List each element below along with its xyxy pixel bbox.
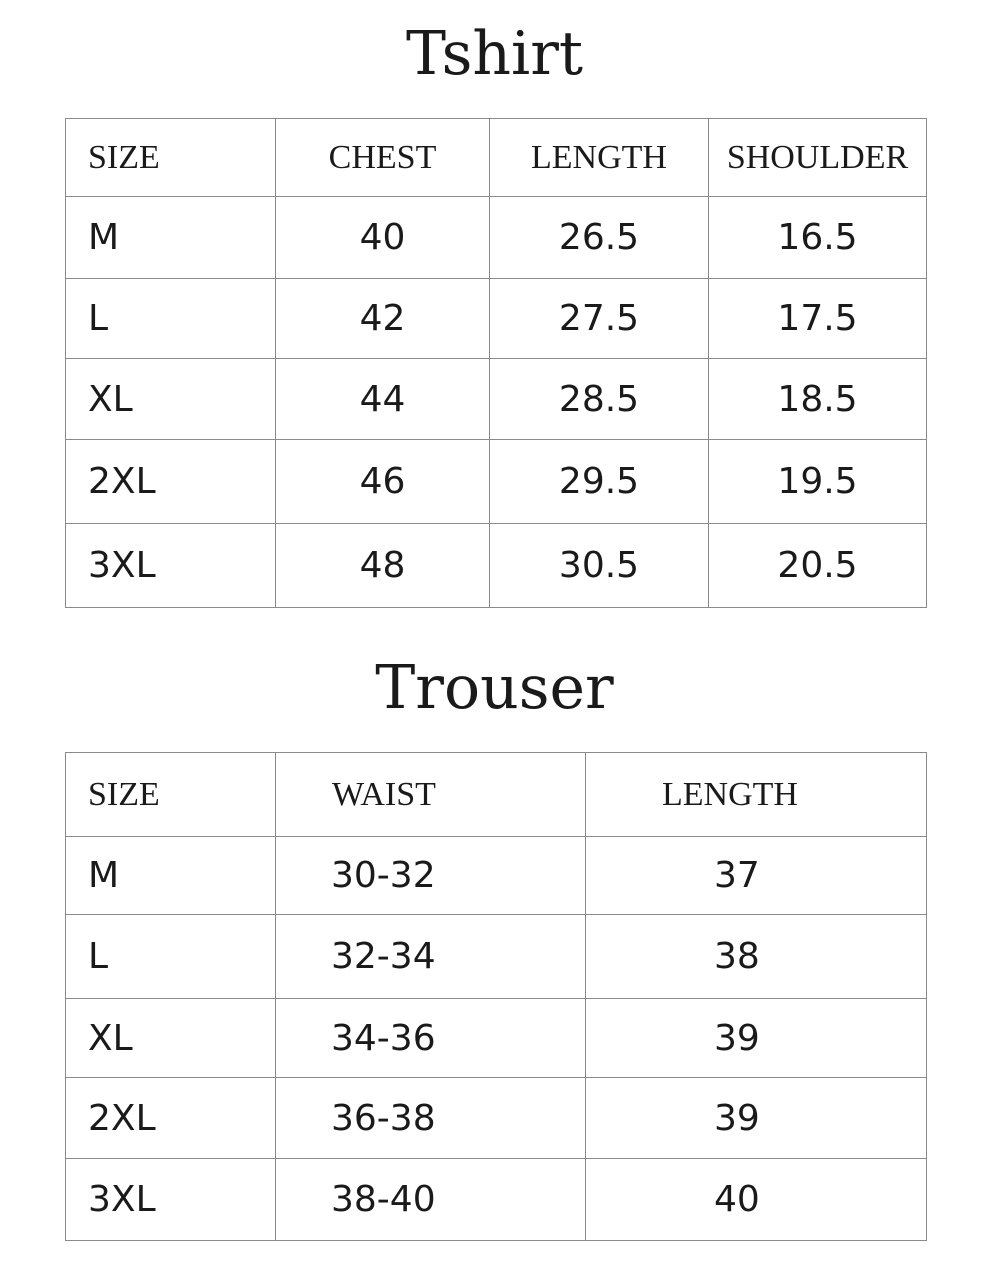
cell-size: 2XL: [66, 1078, 276, 1159]
cell-length: 29.5: [490, 440, 709, 524]
trouser-title: Trouser: [375, 653, 614, 723]
table-row: [66, 197, 927, 279]
header-length: LENGTH: [490, 119, 709, 197]
table-row: [66, 1078, 927, 1159]
cell-shoulder: 19.5: [709, 440, 927, 524]
header-shoulder: SHOULDER: [709, 119, 927, 197]
cell-waist: 38-40: [276, 1159, 586, 1241]
table-row: [66, 999, 927, 1078]
table-row: [66, 837, 927, 915]
table-row: [66, 279, 927, 359]
cell-chest: 44: [276, 359, 490, 440]
cell-length: 37: [586, 837, 927, 915]
table-row: [66, 915, 927, 999]
cell-length: 28.5: [490, 359, 709, 440]
cell-size: L: [66, 279, 276, 359]
cell-waist: 36-38: [276, 1078, 586, 1159]
table-row: [66, 1159, 927, 1241]
header-length: LENGTH: [586, 753, 927, 837]
cell-size: M: [66, 197, 276, 279]
cell-size: M: [66, 837, 276, 915]
cell-chest: 40: [276, 197, 490, 279]
trouser-size-table: [65, 752, 927, 1241]
cell-chest: 42: [276, 279, 490, 359]
cell-chest: 48: [276, 524, 490, 608]
cell-length: 40: [586, 1159, 927, 1241]
cell-size: L: [66, 915, 276, 999]
table-row: [66, 359, 927, 440]
table-header-row: [66, 753, 927, 837]
cell-shoulder: 16.5: [709, 197, 927, 279]
table-row: [66, 524, 927, 608]
cell-length: 38: [586, 915, 927, 999]
cell-length: 26.5: [490, 197, 709, 279]
header-waist: WAIST: [276, 753, 586, 837]
cell-chest: 46: [276, 440, 490, 524]
header-size: SIZE: [66, 119, 276, 197]
table-header-row: [66, 119, 927, 197]
tshirt-size-table: [65, 118, 927, 608]
header-size: SIZE: [66, 753, 276, 837]
cell-length: 39: [586, 999, 927, 1078]
cell-size: XL: [66, 359, 276, 440]
cell-size: 2XL: [66, 440, 276, 524]
cell-shoulder: 18.5: [709, 359, 927, 440]
cell-length: 39: [586, 1078, 927, 1159]
cell-waist: 30-32: [276, 837, 586, 915]
header-chest: CHEST: [276, 119, 490, 197]
cell-waist: 34-36: [276, 999, 586, 1078]
cell-size: 3XL: [66, 1159, 276, 1241]
tshirt-title: Tshirt: [405, 19, 584, 89]
cell-size: XL: [66, 999, 276, 1078]
cell-waist: 32-34: [276, 915, 586, 999]
cell-shoulder: 20.5: [709, 524, 927, 608]
cell-length: 30.5: [490, 524, 709, 608]
cell-length: 27.5: [490, 279, 709, 359]
cell-shoulder: 17.5: [709, 279, 927, 359]
table-row: [66, 440, 927, 524]
cell-size: 3XL: [66, 524, 276, 608]
